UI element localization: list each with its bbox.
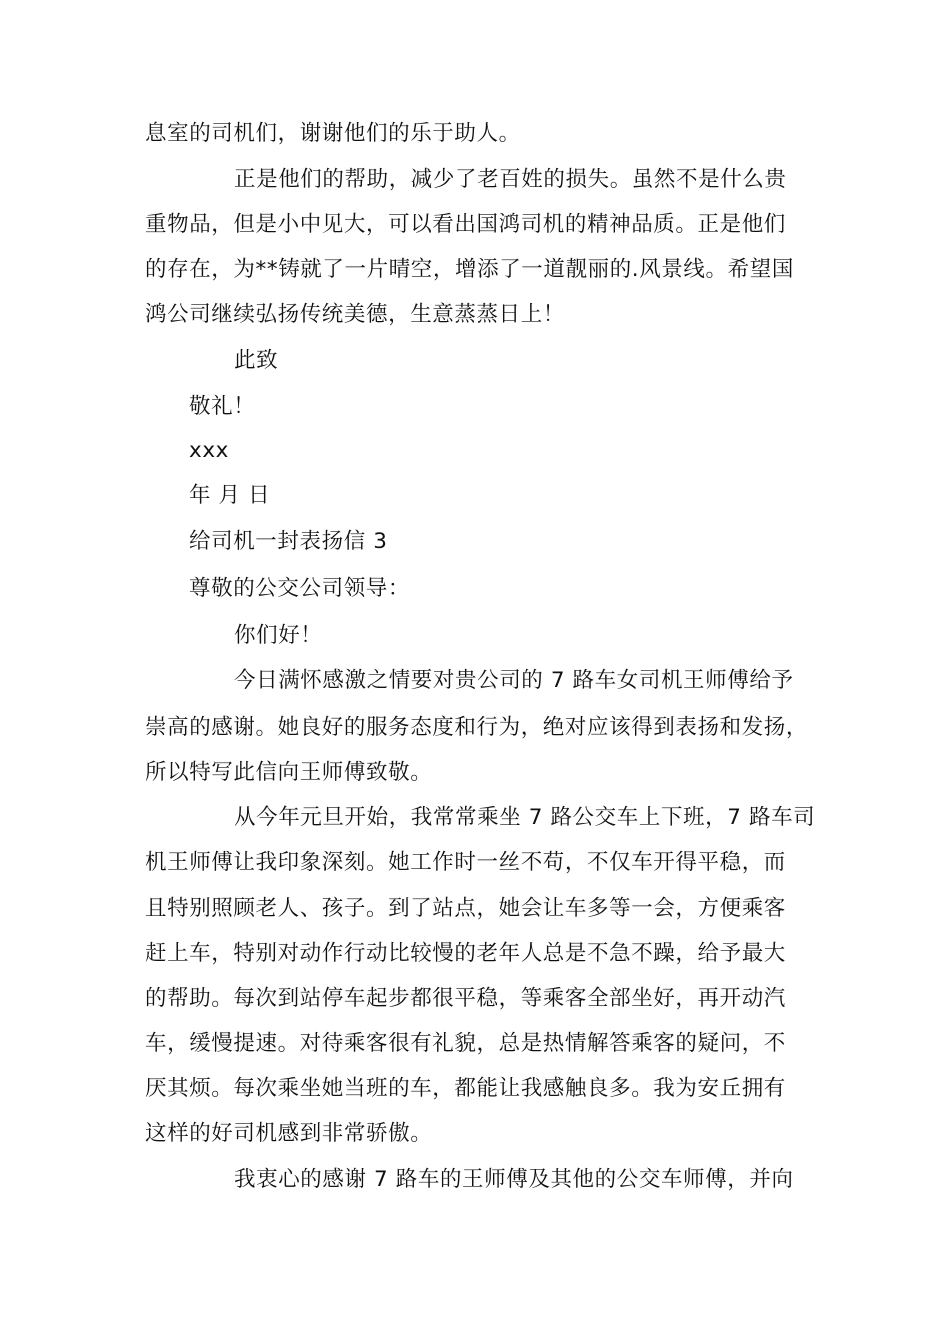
greeting-line: 尊敬的公交公司领导： xyxy=(189,576,411,601)
text-line: 正是他们的帮助，减少了老百姓的损失。虽然不是什么贵 xyxy=(234,167,787,192)
text-line: 的帮助。每次到站停车起步都很平稳，等乘客全部坐好，再开动汽 xyxy=(145,986,786,1011)
text-line: 重物品，但是小中见大，可以看出国鸿司机的精神品质。正是他们 xyxy=(145,212,786,237)
text-line: 厌其烦。每次乘坐她当班的车，都能让我感触良多。我为安丘拥有 xyxy=(145,1076,786,1101)
text-line: 息室的司机们，谢谢他们的乐于助人。 xyxy=(145,121,521,146)
text-line: 机王师傅让我印象深刻。她工作时一丝不苟，不仅车开得平稳，而 xyxy=(145,850,786,875)
signature-name: xxx xyxy=(189,438,229,463)
salutation-line: 此致 xyxy=(234,348,279,373)
closing-line: 敬礼！ xyxy=(189,394,256,419)
greeting-line: 你们好！ xyxy=(234,623,323,648)
text-line: 这样的好司机感到非常骄傲。 xyxy=(145,1121,433,1146)
section-title: 给司机一封表扬信 3 xyxy=(189,529,388,554)
text-line: 崇高的感谢。她良好的服务态度和行为，绝对应该得到表扬和发扬， xyxy=(145,715,809,740)
date-line: 年 月 日 xyxy=(189,483,271,508)
text-line: 今日满怀感激之情要对贵公司的 7 路车女司机王师傅给予 xyxy=(234,668,794,693)
text-line: 鸿公司继续弘扬传统美德，生意蒸蒸日上！ xyxy=(145,302,565,327)
text-line: 且特别照顾老人、孩子。到了站点，她会让车多等一会，方便乘客 xyxy=(145,896,786,921)
text-line: 赶上车，特别对动作行动比较慢的老年人总是不急不躁，给予最大 xyxy=(145,941,786,966)
text-line: 从今年元旦开始，我常常乘坐 7 路公交车上下班，7 路车司 xyxy=(234,805,816,830)
text-line: 我衷心的感谢 7 路车的王师傅及其他的公交车师傅，并向 xyxy=(234,1167,794,1192)
text-line: 车，缓慢提速。对待乘客很有礼貌，总是热情解答乘客的疑问，不 xyxy=(145,1031,786,1056)
text-line: 所以特写此信向王师傅致敬。 xyxy=(145,760,433,785)
text-line: 的存在，为**铸就了一片晴空，增添了一道靓丽的.风景线。希望国 xyxy=(145,257,794,282)
